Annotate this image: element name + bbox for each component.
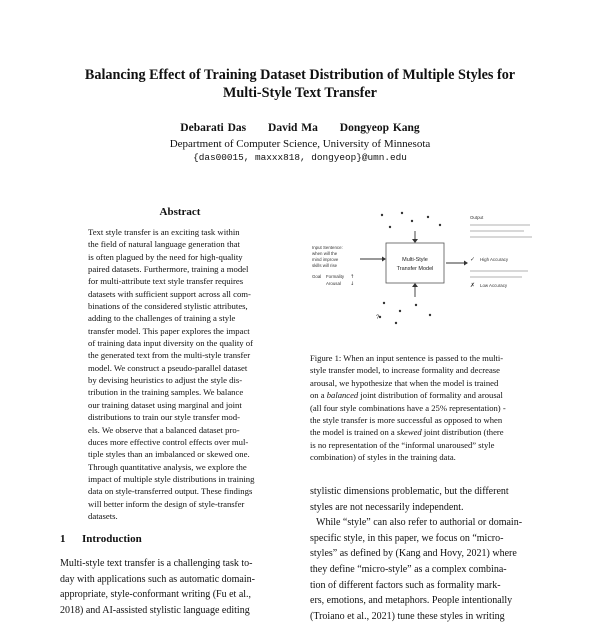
caption-line: on a balanced joint distribution of formality and arousal [310,390,503,401]
abstract-line: binations of the considered stylistic attributes, [88,301,248,312]
input-text: mind improve [312,257,339,262]
down-arrow-icon: ↓ [350,281,355,287]
body-line: styles are not necessarily independent. [310,501,464,513]
section-title: Introduction [82,533,142,545]
abstract-line: paired datasets. Furthermore, training a model [88,264,249,275]
body-line: 2018) and AI-assisted stylistic language editing [60,604,250,616]
arrow-bottom-head [412,283,418,287]
model-label: Multi-Style [402,257,428,263]
author-emails[interactable]: {das00015, maxxx818, dongyeop}@umn.edu [193,152,407,163]
cross-icon: ✗ [470,282,476,289]
caption-line: style transfer model, to increase formality and decrease [310,365,500,376]
abstract-line: distributions to train our style transfer mod- [88,412,241,423]
body-line: ers, emotions, and metaphors. People intentionally [310,595,513,607]
caption-line: the model is trained on a skewed joint distribution (there [310,427,504,438]
caption-line: arousal, we hypothesize that when the model is trained [310,377,499,388]
abstract-line: duces more effective control effects over mul- [88,436,249,447]
body-line: day with applications such as automatic domain- [60,573,255,585]
model-box [386,243,444,283]
arrow-output-head [464,261,468,266]
abstract-line: of training data input diversity on the quality of [88,338,254,349]
caption-line: (all four style combinations have a 25% representation) - [310,402,506,413]
abstract-line: els. We observe that a balanced dataset pro- [88,424,240,435]
author-name: Debarati Das [180,122,247,134]
abstract-line: the field of natural language generation that [88,239,240,250]
high-accuracy-label: High Accuracy [480,257,509,262]
caption-line: is no representation of the “informal unaroused” style [310,439,495,450]
abstract-line: by devising heuristics to adjust the style dis- [88,375,243,386]
body-line: While “style” can also refer to authorial or domain- [316,517,523,529]
input-text: skills will rise [312,263,338,268]
abstract-line: datasets with sufficient support across all com- [88,288,251,299]
abstract-line: model. We construct a pseudo-parallel dataset [88,362,248,373]
title-line: Multi-Style Text Transfer [223,85,377,101]
abstract-line: tiple styles than an imbalanced or skewed one. [88,449,250,460]
abstract-line: Through quantitative analysis, we explore the [88,461,247,472]
input-text: when will the [312,251,338,256]
model-label: Transfer Model [396,266,434,272]
figure-diagram [310,205,540,335]
arrow-top-head [412,239,418,243]
goal-label: Goal [312,274,322,279]
caption-line: the style transfer is more successful as opposed to when [310,415,503,426]
input-label: Input Sentence: [312,245,343,250]
abstract-line: Text style transfer is an exciting task within [88,227,240,237]
abstract-line: our training dataset using marginal and joint [88,399,242,410]
caption-line: Figure 1: When an input sentence is passed to the multi- [310,353,504,363]
abstract-line: the generated text from the multi-style transfer [88,350,251,361]
style-dots-top [381,212,441,228]
body-line: stylistic dimensions problematic, but the different [310,486,509,497]
style-dots-bottom [379,302,431,324]
arousal-label: Arousal [326,281,341,286]
body-line: appropriate, style-conformant writing (Fu et al., [60,589,252,600]
title-line: Balancing Effect of Training Dataset Distribution of Multiple Styles for [84,67,516,83]
author-name: Dongyeop Kang [339,122,420,134]
check-icon: ✓ [470,256,476,263]
author-name: David Ma [268,122,318,134]
abstract-heading: Abstract [159,206,201,218]
abstract-line: impact of multiple style distributions in training [88,473,255,484]
body-line: Multi-style text transfer is a challenging task to- [60,558,253,569]
abstract-line: tribution in the training samples. We balance [88,387,244,398]
section-heading [60,533,142,545]
affiliation: Department of Computer Science, University of Minnesota [169,138,431,150]
body-line: (Troiano et al., 2021) tune these styles in writing [310,610,505,622]
formality-label: Formality [326,274,345,279]
up-arrow-icon: ↑ [350,274,355,280]
right-column-body [310,484,542,624]
arrow-input-head [382,257,386,262]
abstract-body [88,226,282,522]
body-line: they define “micro-style” as a complex combina- [310,563,507,575]
abstract-line: adding to the challenges of training a style [88,313,236,324]
body-line: styles” as defined by (Kang and Hovy, 2021) where [310,548,517,560]
low-accuracy-label: Low Accuracy [480,283,508,288]
body-line: specific style, in this paper, we focus on “micro- [310,532,504,544]
abstract-line: datasets. [88,510,118,521]
section-number: 1 [60,533,66,545]
body-line: tion of different factors such as formality mark- [310,579,501,591]
figure-caption [310,352,542,464]
question-icon: ? [376,315,380,321]
abstract-line: is often plagued by the need for high-quality [88,251,243,262]
paper-title [40,66,560,102]
introduction-body [60,556,292,618]
author-list [40,122,560,134]
abstract-line: for multi-attribute text style transfer requires [88,276,244,287]
abstract-line: transfer model. This paper explores the impact [88,325,250,336]
abstract-line: will better inform the design of style-transfer [88,498,245,509]
caption-line: combination) of styles in the training data. [310,452,456,463]
output-label: Output [470,215,484,220]
abstract-line: data on style-transferred output. These findings [88,486,253,497]
